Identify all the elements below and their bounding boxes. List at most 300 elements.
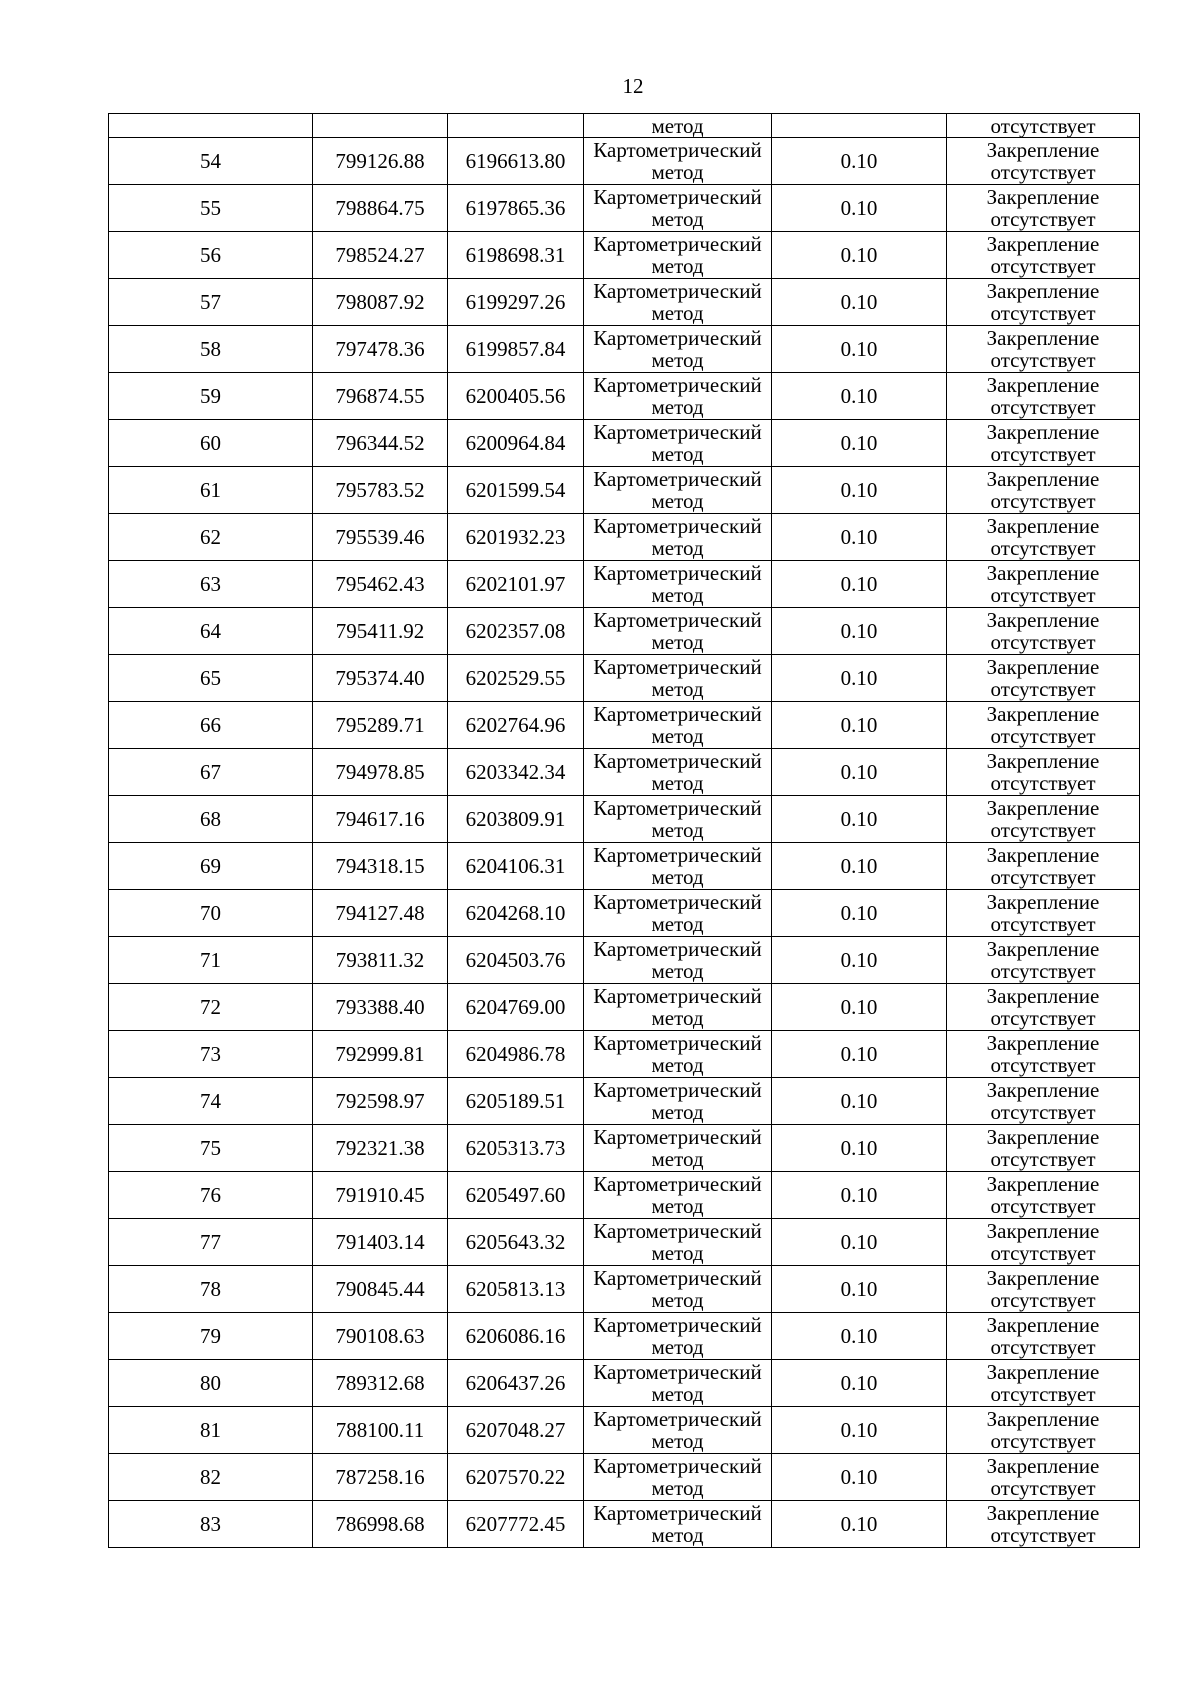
- continuation-y-cell: [448, 114, 584, 138]
- point-number-cell: 66: [109, 702, 313, 749]
- fixation-line-2: отсутствует: [990, 348, 1096, 372]
- continuation-x-cell: [313, 114, 448, 138]
- point-number-cell: 70: [109, 890, 313, 937]
- method-line-1: Картометрический: [593, 1078, 762, 1102]
- fixation-cell: [947, 655, 1140, 702]
- y-coordinate-cell: 6205189.51: [448, 1078, 584, 1125]
- method-line-1: Картометрический: [593, 890, 762, 914]
- y-coordinate-cell: 6201599.54: [448, 467, 584, 514]
- fixation-line-2: отсутствует: [990, 207, 1096, 231]
- method-line-2: метод: [651, 301, 704, 325]
- fixation-line-1: Закрепление: [986, 843, 1100, 867]
- x-coordinate-cell: 787258.16: [313, 1454, 448, 1501]
- accuracy-cell: 0.10: [772, 1407, 947, 1454]
- x-coordinate-cell: 793811.32: [313, 937, 448, 984]
- method-line-1: Картометрический: [593, 232, 762, 256]
- method-line-2: метод: [651, 1476, 704, 1500]
- y-coordinate-cell: 6201932.23: [448, 514, 584, 561]
- method-cell: [584, 843, 772, 890]
- table-row: [109, 467, 1140, 514]
- fixation-cell: [947, 796, 1140, 843]
- coordinates-table: [108, 113, 1140, 1548]
- fixation-cell: [947, 326, 1140, 373]
- method-cell: [584, 1078, 772, 1125]
- table-row: [109, 279, 1140, 326]
- point-number-cell: 67: [109, 749, 313, 796]
- point-number-cell: 65: [109, 655, 313, 702]
- fixation-cell: [947, 1313, 1140, 1360]
- accuracy-cell: 0.10: [772, 1266, 947, 1313]
- method-line-2: метод: [651, 1147, 704, 1171]
- y-coordinate-cell: 6197865.36: [448, 185, 584, 232]
- accuracy-cell: 0.10: [772, 1501, 947, 1548]
- method-line-2: метод: [651, 865, 704, 889]
- table-row: [109, 1407, 1140, 1454]
- method-line-2: метод: [651, 771, 704, 795]
- continuation-fixation-cell: отсутствует: [947, 114, 1140, 138]
- method-line-2: метод: [651, 583, 704, 607]
- method-line-1: Картометрический: [593, 1501, 762, 1525]
- accuracy-cell: 0.10: [772, 796, 947, 843]
- method-line-1: Картометрический: [593, 984, 762, 1008]
- method-line-2: метод: [651, 959, 704, 983]
- fixation-line-2: отсутствует: [990, 395, 1096, 419]
- table-row: [109, 326, 1140, 373]
- accuracy-cell: 0.10: [772, 608, 947, 655]
- method-line-1: Картометрический: [593, 1360, 762, 1384]
- method-line-1: Картометрический: [593, 138, 762, 162]
- accuracy-cell: 0.10: [772, 937, 947, 984]
- method-cell: [584, 890, 772, 937]
- method-line-2: метод: [651, 630, 704, 654]
- fixation-line-1: Закрепление: [986, 138, 1100, 162]
- method-cell: [584, 608, 772, 655]
- table-row: [109, 232, 1140, 279]
- table-row: [109, 937, 1140, 984]
- method-line-2: метод: [651, 348, 704, 372]
- fixation-line-2: отсутствует: [990, 1100, 1096, 1124]
- accuracy-cell: 0.10: [772, 1360, 947, 1407]
- accuracy-cell: 0.10: [772, 1219, 947, 1266]
- table-row: [109, 890, 1140, 937]
- x-coordinate-cell: 799126.88: [313, 138, 448, 185]
- fixation-cell: [947, 561, 1140, 608]
- method-line-2: метод: [651, 1382, 704, 1406]
- fixation-line-2: отсутствует: [990, 1241, 1096, 1265]
- fixation-line-1: Закрепление: [986, 1501, 1100, 1525]
- y-coordinate-cell: 6205497.60: [448, 1172, 584, 1219]
- fixation-line-1: Закрепление: [986, 749, 1100, 773]
- coordinates-table-body: [109, 114, 1140, 1548]
- x-coordinate-cell: 794978.85: [313, 749, 448, 796]
- point-number-cell: 60: [109, 420, 313, 467]
- fixation-line-1: Закрепление: [986, 1313, 1100, 1337]
- method-cell: [584, 1219, 772, 1266]
- x-coordinate-cell: 798864.75: [313, 185, 448, 232]
- continuation-row: [109, 114, 1140, 138]
- x-coordinate-cell: 796874.55: [313, 373, 448, 420]
- fixation-line-1: Закрепление: [986, 561, 1100, 585]
- table-row: [109, 1454, 1140, 1501]
- y-coordinate-cell: 6203809.91: [448, 796, 584, 843]
- fixation-line-1: Закрепление: [986, 420, 1100, 444]
- method-line-1: Картометрический: [593, 937, 762, 961]
- fixation-line-1: Закрепление: [986, 1266, 1100, 1290]
- fixation-line-1: Закрепление: [986, 467, 1100, 491]
- table-row: [109, 373, 1140, 420]
- method-line-2: метод: [651, 1053, 704, 1077]
- accuracy-cell: 0.10: [772, 326, 947, 373]
- method-line-2: метод: [651, 442, 704, 466]
- fixation-cell: [947, 185, 1140, 232]
- method-line-1: Картометрический: [593, 561, 762, 585]
- method-line-2: метод: [651, 818, 704, 842]
- page-number: 12: [622, 74, 644, 98]
- fixation-cell: [947, 608, 1140, 655]
- y-coordinate-cell: 6205643.32: [448, 1219, 584, 1266]
- method-cell: [584, 232, 772, 279]
- fixation-line-1: Закрепление: [986, 232, 1100, 256]
- fixation-cell: [947, 1172, 1140, 1219]
- fixation-line-1: Закрепление: [986, 890, 1100, 914]
- method-line-2: метод: [651, 1429, 704, 1453]
- fixation-line-2: отсутствует: [990, 1476, 1096, 1500]
- method-line-1: Картометрический: [593, 279, 762, 303]
- y-coordinate-cell: 6200405.56: [448, 373, 584, 420]
- point-number-cell: 79: [109, 1313, 313, 1360]
- fixation-line-1: Закрепление: [986, 1360, 1100, 1384]
- table-row: [109, 749, 1140, 796]
- method-line-1: Картометрический: [593, 796, 762, 820]
- table-row: [109, 796, 1140, 843]
- fixation-line-1: Закрепление: [986, 1454, 1100, 1478]
- accuracy-cell: 0.10: [772, 1078, 947, 1125]
- fixation-line-2: отсутствует: [990, 1288, 1096, 1312]
- fixation-cell: [947, 1078, 1140, 1125]
- y-coordinate-cell: 6202101.97: [448, 561, 584, 608]
- x-coordinate-cell: 795462.43: [313, 561, 448, 608]
- method-line-2: метод: [651, 1335, 704, 1359]
- fixation-line-2: отсутствует: [990, 489, 1096, 513]
- table-row: [109, 843, 1140, 890]
- y-coordinate-cell: 6200964.84: [448, 420, 584, 467]
- x-coordinate-cell: 792999.81: [313, 1031, 448, 1078]
- method-line-1: Картометрический: [593, 514, 762, 538]
- accuracy-cell: 0.10: [772, 514, 947, 561]
- method-cell: [584, 796, 772, 843]
- fixation-line-2: отсутствует: [990, 818, 1096, 842]
- x-coordinate-cell: 792598.97: [313, 1078, 448, 1125]
- fixation-line-2: отсутствует: [990, 1147, 1096, 1171]
- method-line-2: метод: [651, 207, 704, 231]
- fixation-line-2: отсутствует: [990, 1335, 1096, 1359]
- method-line-1: Картометрический: [593, 1407, 762, 1431]
- fixation-cell: [947, 1407, 1140, 1454]
- y-coordinate-cell: 6204106.31: [448, 843, 584, 890]
- method-cell: [584, 373, 772, 420]
- x-coordinate-cell: 795783.52: [313, 467, 448, 514]
- y-coordinate-cell: 6207772.45: [448, 1501, 584, 1548]
- fixation-line-2: отсутствует: [990, 912, 1096, 936]
- fixation-cell: [947, 1219, 1140, 1266]
- table-row: [109, 984, 1140, 1031]
- point-number-cell: 63: [109, 561, 313, 608]
- method-line-1: Картометрический: [593, 843, 762, 867]
- table-row: [109, 185, 1140, 232]
- fixation-line-2: отсутствует: [990, 583, 1096, 607]
- method-cell: [584, 1172, 772, 1219]
- fixation-line-1: Закрепление: [986, 1407, 1100, 1431]
- fixation-line-2: отсутствует: [990, 301, 1096, 325]
- x-coordinate-cell: 792321.38: [313, 1125, 448, 1172]
- table-row: [109, 1031, 1140, 1078]
- point-number-cell: 75: [109, 1125, 313, 1172]
- table-row: [109, 1360, 1140, 1407]
- fixation-cell: [947, 1125, 1140, 1172]
- accuracy-cell: 0.10: [772, 1313, 947, 1360]
- accuracy-cell: 0.10: [772, 749, 947, 796]
- y-coordinate-cell: 6205313.73: [448, 1125, 584, 1172]
- x-coordinate-cell: 790845.44: [313, 1266, 448, 1313]
- x-coordinate-cell: 798087.92: [313, 279, 448, 326]
- fixation-cell: [947, 373, 1140, 420]
- method-cell: [584, 984, 772, 1031]
- continuation-accuracy-cell: [772, 114, 947, 138]
- x-coordinate-cell: 786998.68: [313, 1501, 448, 1548]
- point-number-cell: 78: [109, 1266, 313, 1313]
- fixation-line-1: Закрепление: [986, 796, 1100, 820]
- x-coordinate-cell: 791403.14: [313, 1219, 448, 1266]
- y-coordinate-cell: 6202764.96: [448, 702, 584, 749]
- method-cell: [584, 279, 772, 326]
- method-line-2: метод: [651, 489, 704, 513]
- method-line-1: Картометрический: [593, 1266, 762, 1290]
- method-cell: [584, 1031, 772, 1078]
- fixation-line-2: отсутствует: [990, 1523, 1096, 1547]
- accuracy-cell: 0.10: [772, 467, 947, 514]
- accuracy-cell: 0.10: [772, 1031, 947, 1078]
- continuation-point-cell: [109, 114, 313, 138]
- accuracy-cell: 0.10: [772, 279, 947, 326]
- method-cell: [584, 1454, 772, 1501]
- fixation-line-1: Закрепление: [986, 1031, 1100, 1055]
- table-row: [109, 608, 1140, 655]
- fixation-line-2: отсутствует: [990, 1194, 1096, 1218]
- method-cell: [584, 1501, 772, 1548]
- x-coordinate-cell: 795289.71: [313, 702, 448, 749]
- fixation-line-2: отсутствует: [990, 442, 1096, 466]
- point-number-cell: 59: [109, 373, 313, 420]
- method-cell: [584, 138, 772, 185]
- fixation-line-1: Закрепление: [986, 514, 1100, 538]
- point-number-cell: 55: [109, 185, 313, 232]
- y-coordinate-cell: 6202357.08: [448, 608, 584, 655]
- x-coordinate-cell: 798524.27: [313, 232, 448, 279]
- method-cell: [584, 1407, 772, 1454]
- method-cell: [584, 561, 772, 608]
- method-line-2: метод: [651, 1241, 704, 1265]
- method-line-2: метод: [651, 1194, 704, 1218]
- table-row: [109, 514, 1140, 561]
- method-cell: [584, 1266, 772, 1313]
- fixation-cell: [947, 937, 1140, 984]
- method-cell: [584, 937, 772, 984]
- fixation-line-2: отсутствует: [990, 536, 1096, 560]
- fixation-line-1: Закрепление: [986, 326, 1100, 350]
- point-number-cell: 57: [109, 279, 313, 326]
- method-line-1: Картометрический: [593, 373, 762, 397]
- table-row: [109, 1266, 1140, 1313]
- y-coordinate-cell: 6199857.84: [448, 326, 584, 373]
- method-cell: [584, 1313, 772, 1360]
- fixation-line-1: Закрепление: [986, 1125, 1100, 1149]
- point-number-cell: 71: [109, 937, 313, 984]
- fixation-line-2: отсутствует: [990, 771, 1096, 795]
- method-line-1: Картометрический: [593, 608, 762, 632]
- fixation-cell: [947, 749, 1140, 796]
- method-line-1: Картометрический: [593, 702, 762, 726]
- method-cell: [584, 467, 772, 514]
- point-number-cell: 64: [109, 608, 313, 655]
- method-cell: [584, 514, 772, 561]
- fixation-line-1: Закрепление: [986, 702, 1100, 726]
- fixation-line-2: отсутствует: [990, 959, 1096, 983]
- table-row: [109, 561, 1140, 608]
- fixation-cell: [947, 1454, 1140, 1501]
- table-row: [109, 1219, 1140, 1266]
- point-number-cell: 83: [109, 1501, 313, 1548]
- x-coordinate-cell: 795374.40: [313, 655, 448, 702]
- method-line-2: метод: [651, 160, 704, 184]
- fixation-line-2: отсутствует: [990, 254, 1096, 278]
- fixation-cell: [947, 232, 1140, 279]
- fixation-line-2: отсутствует: [990, 1053, 1096, 1077]
- fixation-cell: [947, 514, 1140, 561]
- point-number-cell: 76: [109, 1172, 313, 1219]
- method-line-1: Картометрический: [593, 420, 762, 444]
- accuracy-cell: 0.10: [772, 138, 947, 185]
- fixation-line-2: отсутствует: [990, 1382, 1096, 1406]
- fixation-line-1: Закрепление: [986, 1219, 1100, 1243]
- fixation-cell: [947, 138, 1140, 185]
- continuation-method-cell: метод: [584, 114, 772, 138]
- method-line-2: метод: [651, 1100, 704, 1124]
- method-line-1: Картометрический: [593, 1031, 762, 1055]
- accuracy-cell: 0.10: [772, 232, 947, 279]
- accuracy-cell: 0.10: [772, 655, 947, 702]
- method-line-2: метод: [651, 912, 704, 936]
- method-cell: [584, 702, 772, 749]
- fixation-cell: [947, 279, 1140, 326]
- y-coordinate-cell: 6196613.80: [448, 138, 584, 185]
- fixation-line-2: отсутствует: [990, 1429, 1096, 1453]
- fixation-cell: [947, 1266, 1140, 1313]
- point-number-cell: 73: [109, 1031, 313, 1078]
- x-coordinate-cell: 790108.63: [313, 1313, 448, 1360]
- method-cell: [584, 185, 772, 232]
- point-number-cell: 69: [109, 843, 313, 890]
- method-cell: [584, 420, 772, 467]
- fixation-line-1: Закрепление: [986, 373, 1100, 397]
- accuracy-cell: 0.10: [772, 843, 947, 890]
- accuracy-cell: 0.10: [772, 1172, 947, 1219]
- method-line-1: Картометрический: [593, 467, 762, 491]
- accuracy-cell: 0.10: [772, 373, 947, 420]
- y-coordinate-cell: 6205813.13: [448, 1266, 584, 1313]
- method-line-1: Картометрический: [593, 185, 762, 209]
- y-coordinate-cell: 6204769.00: [448, 984, 584, 1031]
- fixation-line-2: отсутствует: [990, 1006, 1096, 1030]
- point-number-cell: 81: [109, 1407, 313, 1454]
- x-coordinate-cell: 794318.15: [313, 843, 448, 890]
- method-cell: [584, 326, 772, 373]
- method-line-2: метод: [651, 536, 704, 560]
- y-coordinate-cell: 6204503.76: [448, 937, 584, 984]
- accuracy-cell: 0.10: [772, 890, 947, 937]
- x-coordinate-cell: 795411.92: [313, 608, 448, 655]
- table-row: [109, 1172, 1140, 1219]
- method-line-2: метод: [651, 254, 704, 278]
- fixation-line-2: отсутствует: [990, 724, 1096, 748]
- fixation-cell: [947, 984, 1140, 1031]
- point-number-cell: 68: [109, 796, 313, 843]
- point-number-cell: 62: [109, 514, 313, 561]
- x-coordinate-cell: 796344.52: [313, 420, 448, 467]
- x-coordinate-cell: 789312.68: [313, 1360, 448, 1407]
- fixation-line-1: Закрепление: [986, 1172, 1100, 1196]
- fixation-line-1: Закрепление: [986, 984, 1100, 1008]
- accuracy-cell: 0.10: [772, 420, 947, 467]
- accuracy-cell: 0.10: [772, 561, 947, 608]
- fixation-cell: [947, 702, 1140, 749]
- fixation-cell: [947, 420, 1140, 467]
- fixation-line-2: отсутствует: [990, 865, 1096, 889]
- method-line-1: Картометрический: [593, 326, 762, 350]
- fixation-line-1: Закрепление: [986, 279, 1100, 303]
- y-coordinate-cell: 6206437.26: [448, 1360, 584, 1407]
- y-coordinate-cell: 6203342.34: [448, 749, 584, 796]
- table-row: [109, 1078, 1140, 1125]
- point-number-cell: 54: [109, 138, 313, 185]
- method-line-2: метод: [651, 1006, 704, 1030]
- method-line-2: метод: [651, 395, 704, 419]
- table-row: [109, 1313, 1140, 1360]
- point-number-cell: 74: [109, 1078, 313, 1125]
- accuracy-cell: 0.10: [772, 1125, 947, 1172]
- y-coordinate-cell: 6198698.31: [448, 232, 584, 279]
- fixation-cell: [947, 1031, 1140, 1078]
- accuracy-cell: 0.10: [772, 702, 947, 749]
- x-coordinate-cell: 793388.40: [313, 984, 448, 1031]
- point-number-cell: 56: [109, 232, 313, 279]
- fixation-line-2: отсутствует: [990, 630, 1096, 654]
- method-line-1: Картометрический: [593, 1125, 762, 1149]
- x-coordinate-cell: 788100.11: [313, 1407, 448, 1454]
- point-number-cell: 58: [109, 326, 313, 373]
- accuracy-cell: 0.10: [772, 984, 947, 1031]
- method-cell: [584, 655, 772, 702]
- fixation-line-1: Закрепление: [986, 1078, 1100, 1102]
- accuracy-cell: 0.10: [772, 1454, 947, 1501]
- x-coordinate-cell: 794617.16: [313, 796, 448, 843]
- fixation-line-2: отсутствует: [990, 677, 1096, 701]
- table-row: [109, 138, 1140, 185]
- table-row: [109, 1125, 1140, 1172]
- x-coordinate-cell: 795539.46: [313, 514, 448, 561]
- method-line-1: Картометрический: [593, 655, 762, 679]
- fixation-line-1: Закрепление: [986, 608, 1100, 632]
- method-line-1: Картометрический: [593, 1219, 762, 1243]
